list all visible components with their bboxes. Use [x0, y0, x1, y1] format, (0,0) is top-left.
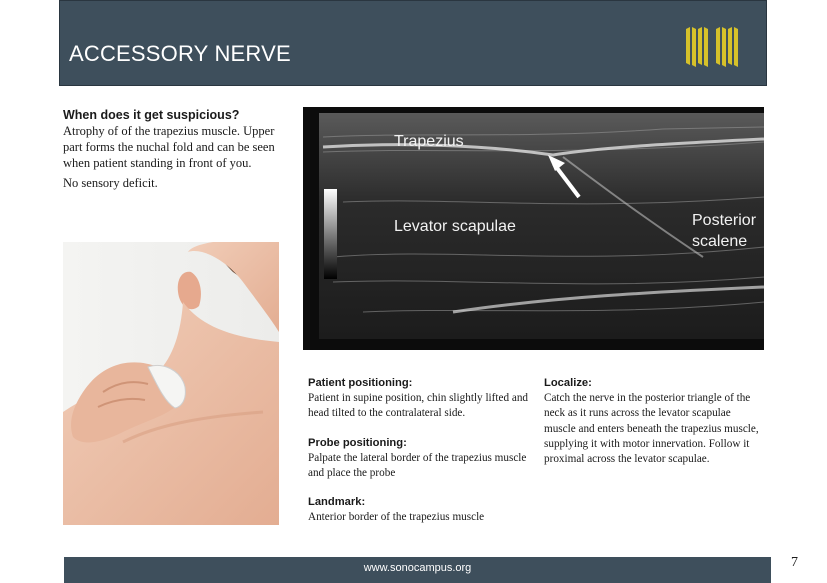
localize-heading: Localize: — [544, 377, 592, 389]
intro-paragraph-sensory: No sensory deficit. — [63, 176, 158, 190]
positioning-column — [308, 376, 533, 540]
trapezius-label: Trapezius — [394, 133, 464, 150]
landmark-heading: Landmark: — [308, 496, 366, 509]
intro-heading: When does it get suspicious? — [63, 108, 240, 122]
patient-neck-probe-photo — [63, 242, 279, 525]
patient-positioning-heading: Patient positioning: — [308, 377, 413, 389]
footer-url-link[interactable]: www.sonocampus.org — [363, 562, 472, 574]
patient-positioning-text: Patient in supine position, chin slightly lifted and head tilted to the contralateral side. — [308, 392, 529, 420]
probe-positioning-heading: Probe positioning: — [308, 436, 407, 449]
page-title: ACCESSORY NERVE — [69, 41, 291, 66]
page-header — [59, 0, 767, 86]
intro-paragraph: Atrophy of of the trapezius muscle. Upper part forms the nuchal fold and can be seen when patient standing in front of you. — [63, 124, 275, 170]
sonocampus-logo-icon — [684, 25, 742, 69]
ultrasound-image — [303, 107, 764, 350]
localize-text: Catch the nerve in the posterior triangle of the neck as it runs across the levator scapulae muscle and enters beneath the trapezius muscle, supplying it with motor innervation. Follow it proximal across the levator scapulae. — [544, 392, 759, 466]
page-number: 7 — [791, 555, 798, 570]
posterior-scalene-label-line2: scalene — [692, 233, 748, 250]
levator-scapulae-label: Levator scapulae — [394, 218, 516, 235]
intro-block — [63, 108, 283, 191]
landmark-text: Anterior border of the trapezius muscle — [308, 511, 485, 524]
page-footer — [64, 557, 771, 583]
probe-positioning-text: Palpate the lateral border of the trapezius muscle and place the probe — [308, 451, 527, 480]
localize-column — [544, 376, 759, 481]
posterior-scalene-label-line1: Posterior — [692, 212, 757, 229]
